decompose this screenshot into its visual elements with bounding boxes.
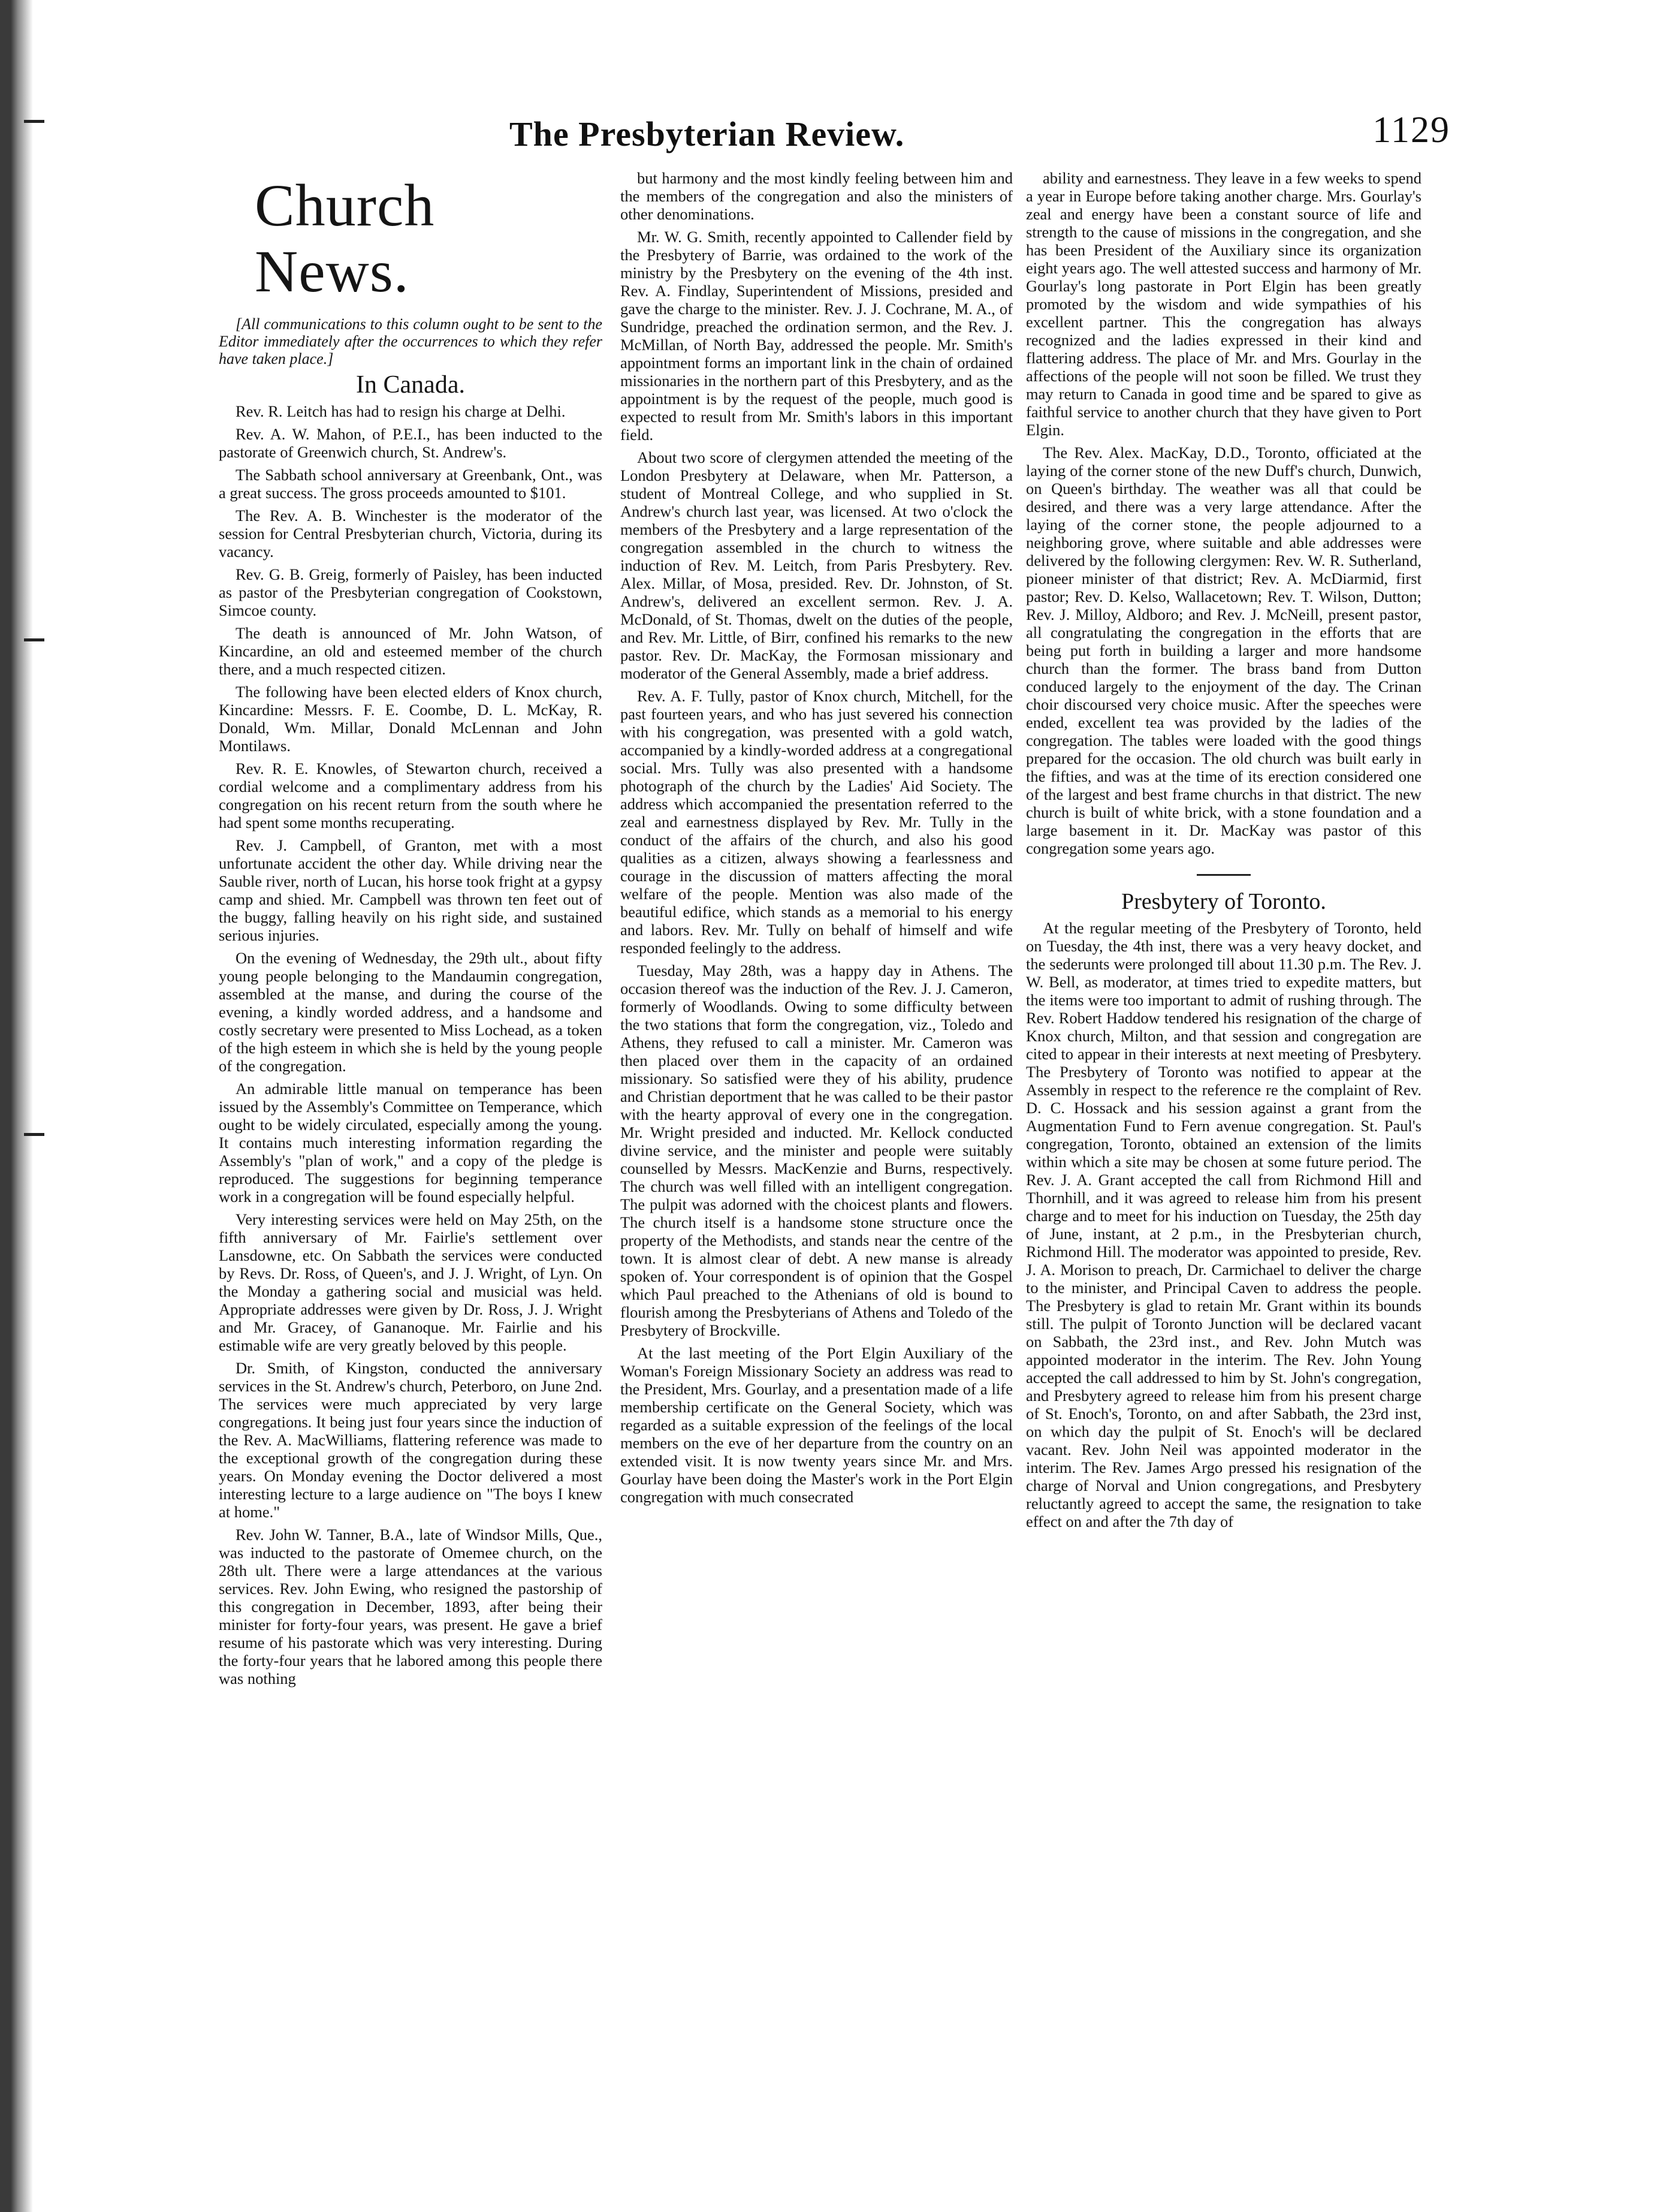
column-1	[219, 162, 602, 1692]
page-header	[491, 110, 1450, 168]
news-paragraph: Rev. J. Campbell, of Granton, met with a most unfortunate accident the other day. While driving near the Sauble river, north of Lucan, his horse took fright at a gypsy camp and shied. Mr. Campbell was thrown ten feet out of the buggy, falling heavily on his right side, and sustained serious injuries.	[219, 836, 602, 944]
news-paragraph: Rev. John W. Tanner, B.A., late of Windsor Mills, Que., was inducted to the pastorate of Omemee church, on the 28th ult. There were a large attendances at the various services. Rev. John Ewing, who resigned the pastorship of this congregation in December, 1893, after being their minister for forty-four years, was present. He gave a brief resume of his pastorate which was very interesting. During the forty-four years that he labored among this people there was nothing	[219, 1526, 602, 1687]
news-paragraph: The Sabbath school anniversary at Greenbank, Ont., was a great success. The gross proceeds amounted to $101.	[219, 466, 602, 502]
section-title: Church News.	[255, 172, 435, 305]
news-paragraph: Tuesday, May 28th, was a happy day in Athens. The occasion thereof was the induction of the Rev. J. J. Cameron, formerly of Woodlands. Owing to some difficulty between the two stations that form the congregation, viz., Toledo and Athens, they refused to call a minister. Mr. Cameron was then placed over them in the capacity of an ordained missionary. So satisfied were they of his ability, prudence and Christian deportment that he was called to be their pastor with the hearty approval of every one in the congregation. Mr. Wright presided and inducted. Mr. Kellock conducted divine service, and the minister and people were suitably counselled by Messrs. MacKenzie and Burns, respectively. The church was well filled with an intelligent congregation. The pulpit was adorned with the choicest plants and flowers. The church itself is a handsome stone structure once the property of the Methodists, and stands near the centre of the town. It is almost clear of debt. A new manse is already spoken of. Your correspondent is of opinion that the Gospel which Paul preached to the Athenians of old is bound to flourish among the Presbyterians of Athens and Toledo of the Presbytery of Brockville.	[620, 962, 1013, 1339]
section-subhead: In Canada.	[356, 371, 465, 399]
news-paragraph: Dr. Smith, of Kingston, conducted the anniversary services in the St. Andrew's church, Peterboro, on June 2nd. The services were much appreciated by very large congregations. It being just four years since the induction of the Rev. A. MacWilliams, flattering reference was made to the exceptional growth of the congregation during these years. On Monday evening the Doctor delivered a most interesting lecture to a large audience on "The boys I knew at home."	[219, 1359, 602, 1521]
column-2	[620, 169, 1013, 1511]
news-paragraph: An admirable little manual on temperance has been issued by the Assembly's Committee on Temperance, which ought to be widely circulated, especially among the young. It contains much interesting information regarding the Assembly's "plan of work," and a copy of the pledge is reproduced. The suggestions for beginning temperance work in a congregation will be found especially helpful.	[219, 1080, 602, 1206]
news-paragraph: Rev. R. Leitch has had to resign his charge at Delhi.	[236, 402, 566, 420]
news-paragraph: At the regular meeting of the Presbytery of Toronto, held on Tuesday, the 4th inst, there was a very heavy docket, and the sederunts were prolonged till about 11.30 p.m. The Rev. J. W. Bell, as moderator, at times tried to expedite matters, but the items were too important to admit of rushing through. The Rev. Robert Haddow tendered his resignation of the charge of Knox church, Milton, and that session and congregation are cited to appear in their interests at next meeting of Presbytery. The Presbytery of Toronto was notified to appear at the Assembly in respect to the reference re the complaint of Rev. D. C. Hossack and his session against a grant from the Augmentation Fund to Fern avenue congregation. St. Paul's congregation, Toronto, obtained an extension of the limits within which a site may be chosen at some future period. The Rev. J. A. Grant accepted the call from Richmond Hill and Thornhill, and it was agreed to release him from his present charge and to meet for his induction on Tuesday, the 25th day of June, instant, at 2 p.m., in the Presbyterian church, Richmond Hill. The moderator was appointed to preside, Rev. J. A. Morison to preach, Dr. Carmichael to deliver the charge to the minister, and Principal Caven to address the people. The Presbytery is glad to retain Mr. Grant within its bounds still. The pulpit of Toronto Junction will be declared vacant on Sabbath, the 23rd inst., and Rev. John Mutch was appointed moderator in the interim. The Rev. John Young accepted the call addressed to him by St. John's congregation, and Presbytery agreed to release him from his present charge of St. Enoch's, Toronto, on and after Sabbath, the 23rd inst, on which day the pulpit of St. Enoch's will be declared vacant. Rev. John Neil was appointed moderator in the interim. The Rev. James Argo pressed his resignation of the charge of Norval and Union congregations, and Presbytery reluctantly agreed to accept the same, the resignation to take effect on and after the 7th day of	[1026, 919, 1421, 1530]
news-paragraph: Rev. A. W. Mahon, of P.E.I., has been inducted to the pastorate of Greenwich church, St. Andrew's.	[219, 425, 602, 461]
scan-edge-shadow	[0, 0, 33, 2212]
news-paragraph: The Rev. Alex. MacKay, D.D., Toronto, officiated at the laying of the corner stone of the new Duff's church, Dunwich, on Queen's birthday. The weather was all that could be desired, and there was a very large attendance. After the laying of the corner stone, the people adjourned to a neighboring grove, where suitable and able addresses were delivered by the following clergymen: Rev. W. R. Sutherland, pioneer minister of that district; Rev. A. McDiarmid, first pastor; Rev. D. Kelso, Wallacetown; Rev. T. Wilson, Dutton; Rev. J. Milloy, Aldboro; and Rev. J. McNeill, present pastor, all congratulating the congregation in the efforts that are being put forth in building a larger and more handsome church than the former. The brass band from Dutton conduced largely to the enjoyment of the day. The Crinan choir discoursed very choice music. After the speeches were ended, excellent tea was provided by the ladies of the congregation. The tables were loaded with the good things prepared for the occasion. The old church was built early in the fifties, and was at the time of its erection considered one of the largest and best frame churchs in that district. The new church is built of white brick, with a stone foundation and a large basement in it. Dr. MacKay was pastor of this congregation some years ago.	[1026, 444, 1421, 857]
section-subhead: Presbytery of Toronto.	[1121, 889, 1326, 914]
news-paragraph: At the last meeting of the Port Elgin Auxiliary of the Woman's Foreign Missionary Society an address was read to the President, Mrs. Gourlay, and a presentation made of a life membership certificate on the General Society, which was regarded as a suitable expression of the feelings of the local members on the eve of her departure from the country on an extended visit. It is now twenty years since Mr. and Mrs. Gourlay have been doing the Master's work in the Port Elgin congregation with much consecrated	[620, 1344, 1013, 1506]
margin-mark	[24, 1133, 44, 1136]
section-divider	[1197, 874, 1251, 876]
running-title: The Presbyterian Review.	[509, 114, 905, 153]
editor-note: [All communications to this column ought to be sent to the Editor immediately after the occurrences to which they refer have taken place.]	[219, 315, 602, 367]
news-paragraph: Rev. G. B. Greig, formerly of Paisley, has been inducted as pastor of the Presbyterian congregation of Cookstown, Simcoe county.	[219, 565, 602, 619]
news-paragraph: The death is announced of Mr. John Watson, of Kincardine, an old and esteemed member of the church there, and a much respected citizen.	[219, 624, 602, 678]
news-paragraph: but harmony and the most kindly feeling between him and the members of the congregation and also the ministers of other denominations.	[620, 169, 1013, 223]
news-paragraph: Mr. W. G. Smith, recently appointed to Callender field by the Presbytery of Barrie, was ordained to the work of the ministry by the Presbytery on the evening of the 4th inst. Rev. A. Findlay, Superintendent of Missions, presided and gave the charge to the minister. Rev. J. J. Cochrane, M. A., of Sundridge, preached the ordination sermon, and the Rev. J. McMillan, of North Bay, addressed the people. Mr. Smith's appointment forms an important link in the chain of ordained missionaries in the northern part of this Presbytery, and as the appointment is by the request of the people, much good is expected to result from Mr. Smith's labors in this important field.	[620, 228, 1013, 444]
news-paragraph: ability and earnestness. They leave in a few weeks to spend a year in Europe before taking another charge. Mrs. Gourlay's zeal and energy have been a constant source of life and strength to the cause of missions in the congregation, and she has been President of the Auxiliary since its organization eight years ago. The well attested success and harmony of Mr. Gourlay's long pastorate in Port Elgin has been greatly promoted by the wisdom and wide sympathies of his excellent partner. This the congregation has always recognized and the ladies expressed in their kind and flattering address. The place of Mr. and Mrs. Gourlay in the affections of the people will not soon be filled. We trust they may return to Canada in good time and be spared to give as faithful service to another church that they have given to Port Elgin.	[1026, 169, 1421, 439]
news-paragraph: The Rev. A. B. Winchester is the moderator of the session for Central Presbyterian church, Victoria, during its vacancy.	[219, 507, 602, 560]
column-3	[1026, 169, 1421, 1535]
news-paragraph: About two score of clergymen attended the meeting of the London Presbytery at Delaware, when Mr. Patterson, a student of Montreal College, and who supplied in St. Andrew's church last year, was licensed. At two o'clock the members of the Presbytery and a large representation of the congregation assembled in the church to witness the induction of Rev. M. Leitch, from Paris Presbytery. Rev. Alex. Millar, of Mosa, presided. Rev. Dr. Johnston, of St. Andrew's, delivered an excellent sermon. Rev. J. A. McDonald, of St. Thomas, dwelt on the duties of the people, and Rev. Mr. Little, of Birr, confined his remarks to the new pastor. Rev. Dr. MacKay, the Formosan missionary and moderator of the General Assembly, made a brief address.	[620, 448, 1013, 682]
news-paragraph: On the evening of Wednesday, the 29th ult., about fifty young people belonging to the Mandaumin congregation, assembled at the manse, and during the course of the evening, a kindly worded address, and a handsome and costly secretary were presented to Miss Lochead, as a token of the high esteem in which she is held by the young people of the congregation.	[219, 949, 602, 1075]
margin-mark	[24, 638, 44, 641]
margin-mark	[24, 120, 44, 123]
news-paragraph: Very interesting services were held on May 25th, on the fifth anniversary of Mr. Fairlie's settlement over Lansdowne, etc. On Sabbath the services were conducted by Revs. Dr. Ross, of Queen's, and J. J. Wright, of Lyn. On the Monday a gathering social and musicial was held. Appropriate addresses were given by Dr. Ross, J. J. Wright and Mr. Gracey, of Gananoque. Mr. Fairlie and his estimable wife are very greatly beloved by this people.	[219, 1210, 602, 1354]
news-paragraph: Rev. A. F. Tully, pastor of Knox church, Mitchell, for the past fourteen years, and who has just severed his connection with his congregation, was presented with a gold watch, accompanied by a kindly-worded address at a congregational social. Mrs. Tully was also presented with a handsome photograph of the church by the Ladies' Aid Society. The address which accompanied the presentation referred to the zeal and earnestness displayed by Rev. Mr. Tully in the conduct of the affairs of the church, and also his good qualities as a citizen, always showing a fearlessness and courage in the discussion of matters affecting the moral welfare of the people. Mention was also made of the beautiful edifice, which stands as a memorial to his energy and labors. Rev. Mr. Tully on behalf of himself and wife responded feelingly to the address.	[620, 687, 1013, 957]
news-paragraph: The following have been elected elders of Knox church, Kincardine: Messrs. F. E. Coombe, D. L. McKay, R. Donald, Wm. Millar, Donald McLennan and John Montilaws.	[219, 683, 602, 755]
page-number: 1129	[1372, 110, 1450, 150]
news-paragraph: Rev. R. E. Knowles, of Stewarton church, received a cordial welcome and a complimentary address from his congregation on his recent return from the south where he had spent some months recuperating.	[219, 760, 602, 831]
